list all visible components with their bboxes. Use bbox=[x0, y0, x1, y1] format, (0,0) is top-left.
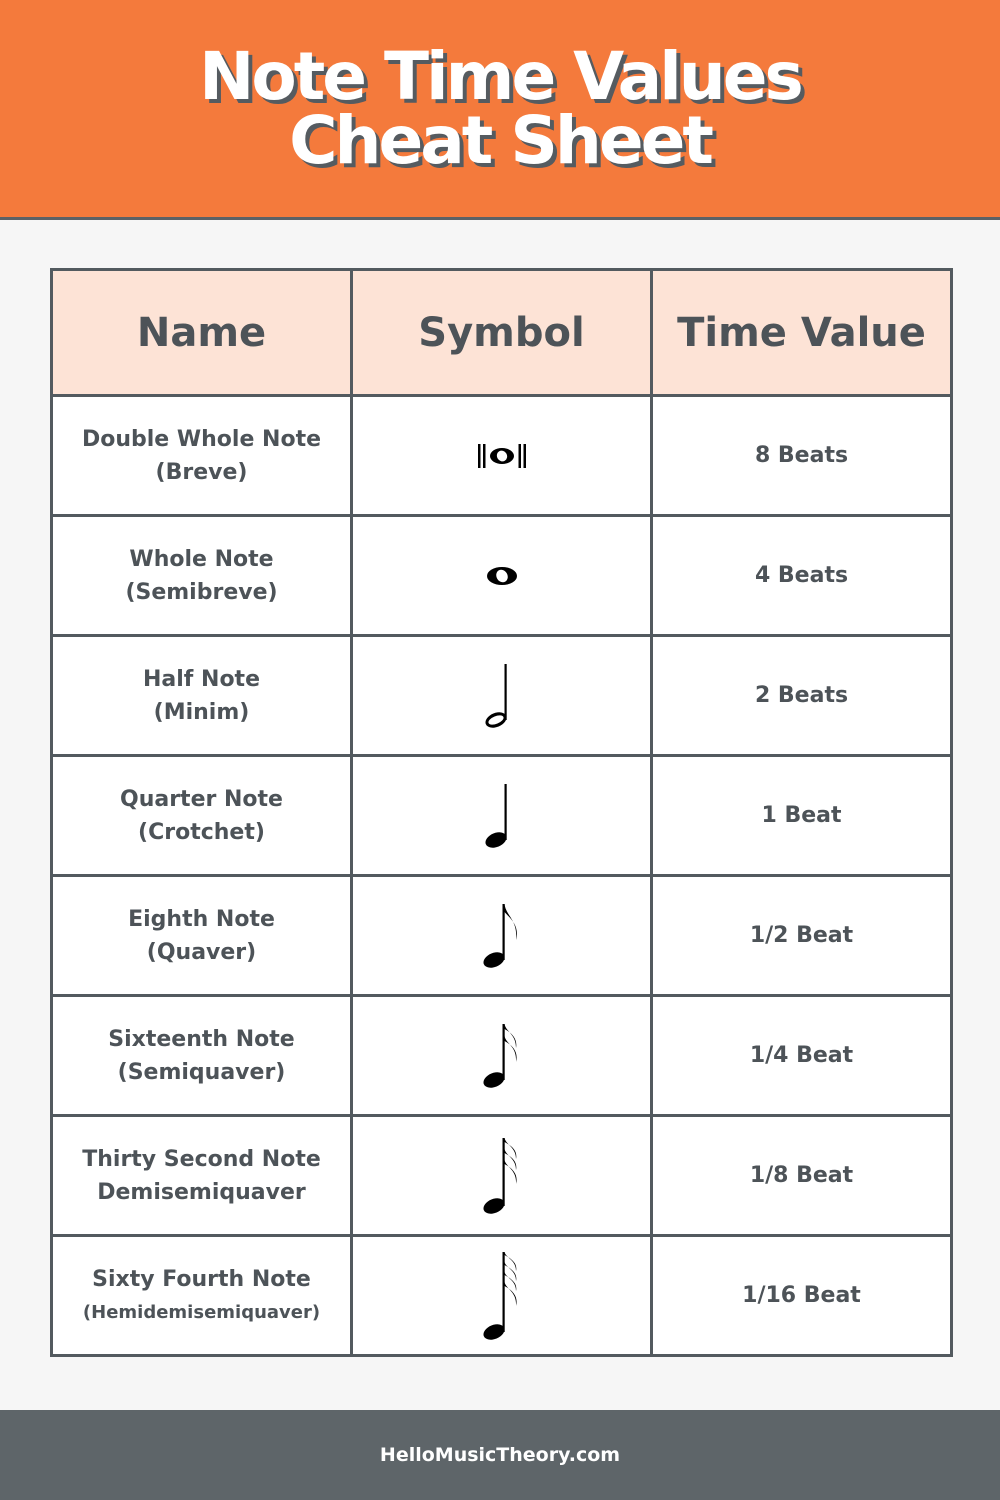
page-title-line-1: Note Time Values bbox=[199, 38, 801, 115]
note-values-table bbox=[50, 268, 953, 1357]
table-row bbox=[52, 756, 952, 876]
note-name-cell bbox=[52, 876, 352, 996]
page-title-line-2: Cheat Sheet bbox=[289, 102, 711, 179]
sixty-fourth-note-icon bbox=[480, 1248, 524, 1344]
table-row bbox=[52, 1236, 952, 1356]
note-alt-name: (Semibreve) bbox=[125, 579, 278, 605]
symbol-cell bbox=[352, 636, 652, 756]
symbol-cell bbox=[352, 1236, 652, 1356]
quarter-note-icon bbox=[482, 780, 522, 852]
time-value-cell: 8 Beats bbox=[652, 396, 952, 516]
note-name: Whole Note bbox=[129, 546, 274, 572]
note-name: Sixty Fourth Note bbox=[92, 1266, 311, 1292]
table-row bbox=[52, 516, 952, 636]
note-alt-name: (Minim) bbox=[153, 699, 250, 725]
note-name: Double Whole Note bbox=[81, 426, 322, 452]
note-name-cell bbox=[52, 996, 352, 1116]
site-footer: HelloMusicTheory.com bbox=[0, 1410, 1000, 1500]
column-header-name: Name bbox=[52, 270, 352, 396]
half-note-icon bbox=[482, 660, 522, 732]
symbol-cell bbox=[352, 876, 652, 996]
note-alt-name: (Hemidemisemiquaver) bbox=[82, 1301, 321, 1323]
page-header bbox=[0, 0, 1000, 220]
note-alt-name: Demisemiquaver bbox=[97, 1179, 306, 1205]
table-row bbox=[52, 636, 952, 756]
double-whole-note-icon bbox=[472, 441, 532, 471]
note-name-cell bbox=[52, 636, 352, 756]
note-alt-name: (Quaver) bbox=[146, 939, 257, 965]
table-row bbox=[52, 1116, 952, 1236]
note-name: Quarter Note bbox=[120, 786, 283, 812]
time-value-cell: 1/16 Beat bbox=[652, 1236, 952, 1356]
note-alt-name: (Breve) bbox=[155, 459, 248, 485]
time-value-cell: 1 Beat bbox=[652, 756, 952, 876]
note-alt-name: (Crotchet) bbox=[138, 819, 265, 845]
symbol-cell bbox=[352, 516, 652, 636]
thirty-second-note-icon bbox=[480, 1134, 524, 1218]
time-value-cell: 1/8 Beat bbox=[652, 1116, 952, 1236]
time-value-cell: 1/4 Beat bbox=[652, 996, 952, 1116]
sixteenth-note-icon bbox=[480, 1020, 524, 1092]
eighth-note-icon bbox=[480, 900, 524, 972]
note-name-cell bbox=[52, 516, 352, 636]
table-row bbox=[52, 876, 952, 996]
column-header-symbol: Symbol bbox=[352, 270, 652, 396]
note-name-cell bbox=[52, 1116, 352, 1236]
time-value-cell: 2 Beats bbox=[652, 636, 952, 756]
symbol-cell bbox=[352, 1116, 652, 1236]
table-row bbox=[52, 996, 952, 1116]
whole-note-icon bbox=[482, 564, 522, 588]
note-name: Sixteenth Note bbox=[108, 1026, 295, 1052]
note-name: Thirty Second Note bbox=[82, 1146, 321, 1172]
time-value-cell: 1/2 Beat bbox=[652, 876, 952, 996]
note-name-cell bbox=[52, 756, 352, 876]
note-name: Half Note bbox=[143, 666, 260, 692]
note-name: Eighth Note bbox=[128, 906, 275, 932]
symbol-cell bbox=[352, 996, 652, 1116]
note-name-cell bbox=[52, 396, 352, 516]
note-name-cell bbox=[52, 1236, 352, 1356]
column-header-time-value: Time Value bbox=[652, 270, 952, 396]
table-row bbox=[52, 396, 952, 516]
time-value-cell: 4 Beats bbox=[652, 516, 952, 636]
symbol-cell bbox=[352, 756, 652, 876]
symbol-cell bbox=[352, 396, 652, 516]
note-alt-name: (Semiquaver) bbox=[117, 1059, 286, 1085]
table-header-row bbox=[52, 270, 952, 396]
